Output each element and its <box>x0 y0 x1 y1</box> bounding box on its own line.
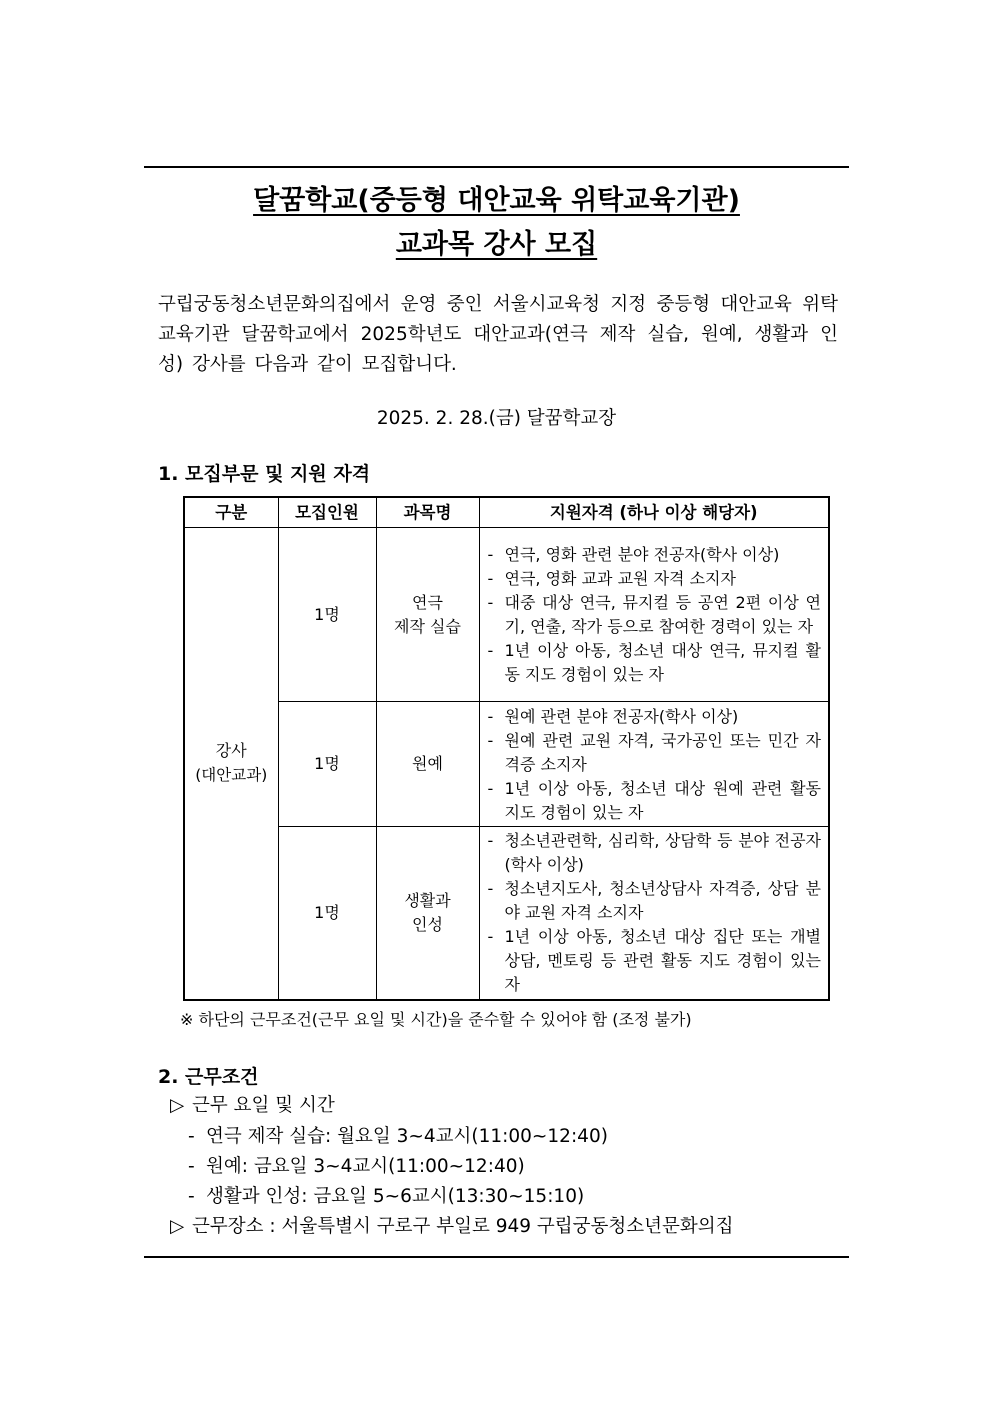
recruitment-table <box>183 496 830 1001</box>
table-footnote: ※ 하단의 근무조건(근무 요일 및 시간)을 준수할 수 있어야 함 (조정 불가) <box>180 1010 692 1029</box>
hours-heading: ▷ 근무 요일 및 시간 <box>170 1091 335 1121</box>
header-count: 모집인원 <box>278 497 376 528</box>
qualification-item: - 원예 관련 분야 전공자(학사 이상) <box>487 706 739 726</box>
qualification-item: - 대중 대상 연극, 뮤지컬 등 공연 2편 이상 연기, 연출, 작가 등으로 참여한 경력이 있는 자 <box>487 593 821 636</box>
qualification-item: - 청소년관련학, 심리학, 상담학 등 분야 전공자(학사 이상) <box>487 831 821 875</box>
count-cell: 1명 <box>278 528 376 702</box>
title-line-2: 교과목 강사 모집 <box>395 229 598 260</box>
section-1-heading: 1. 모집부문 및 지원 자격 <box>158 463 371 485</box>
bottom-rule <box>144 1256 849 1258</box>
schedule-item: - 원예: 금요일 3~4교시(11:00~12:40) <box>188 1156 525 1177</box>
subject-line: 인성 <box>412 914 443 934</box>
subject-cell <box>376 827 479 1000</box>
intro-paragraph: 구립궁동청소년문화의집에서 운영 중인 서울시교육청 지정 중등형 대안교육 위탁교육기관 달꿈학교에서 2025학년도 대안교과(연극 제작 실습, 원예, 생활과 인성) 강사를 다음과 같이 모집합니다. <box>158 294 838 375</box>
qualification-item: - 1년 이상 아동, 청소년 대상 연극, 뮤지컬 활동 지도 경험이 있는 자 <box>487 641 821 684</box>
subject-line: 제작 실습 <box>394 616 461 636</box>
header-qualifications: 지원자격 (하나 이상 해당자) <box>479 497 829 528</box>
header-subject: 과목명 <box>376 497 479 528</box>
date-signature: 2025. 2. 28.(금) 달꿈학교장 <box>376 408 617 429</box>
qualifications-cell <box>479 702 829 827</box>
category-cell <box>184 528 278 1000</box>
triangle-bullet-icon: ▷ <box>170 1095 185 1116</box>
qualifications-cell <box>479 528 829 702</box>
triangle-bullet-icon: ▷ <box>170 1216 185 1237</box>
qualification-item: - 청소년지도사, 청소년상담사 자격증, 상담 분야 교원 자격 소지자 <box>487 879 821 923</box>
section-2-heading: 2. 근무조건 <box>158 1066 259 1088</box>
top-rule <box>144 166 849 168</box>
subject-line: 원예 <box>412 754 443 773</box>
qualification-item: - 연극, 영화 관련 분야 전공자(학사 이상) <box>487 545 780 564</box>
subject-cell <box>376 528 479 702</box>
table-row <box>184 827 829 1000</box>
qualification-item: - 원예 관련 교원 자격, 국가공인 또는 민간 자격증 소지자 <box>487 730 821 774</box>
schedule-item: - 생활과 인성: 금요일 5~6교시(13:30~15:10) <box>188 1186 585 1207</box>
count-cell: 1명 <box>278 827 376 1000</box>
category-sub-label: (대안교과) <box>195 766 268 785</box>
title-line-1: 달꿈학교(중등형 대안교육 위탁교육기관) <box>253 185 740 216</box>
category-label: 강사 <box>215 741 247 761</box>
header-category: 구분 <box>184 497 278 528</box>
count-cell: 1명 <box>278 702 376 827</box>
qualification-item: - 연극, 영화 교과 교원 자격 소지자 <box>487 569 736 588</box>
table-row <box>184 528 829 702</box>
qualification-item: - 1년 이상 아동, 청소년 대상 집단 또는 개별 상담, 멘토링 등 관련 활동 지도 경험이 있는 자 <box>487 927 821 995</box>
qualification-item: - 1년 이상 아동, 청소년 대상 원예 관련 활동 지도 경험이 있는 자 <box>487 778 821 822</box>
subject-cell <box>376 702 479 827</box>
qualifications-cell <box>479 827 829 1000</box>
table-header-row <box>184 497 829 528</box>
schedule-item: - 연극 제작 실습: 월요일 3~4교시(11:00~12:40) <box>188 1126 608 1147</box>
subject-line: 연극 <box>412 592 443 612</box>
work-place: ▷ 근무장소 : 서울특별시 구로구 부일로 949 구립궁동청소년문화의집 <box>170 1212 733 1242</box>
subject-line: 생활과 <box>404 890 451 910</box>
table-row <box>184 702 829 827</box>
